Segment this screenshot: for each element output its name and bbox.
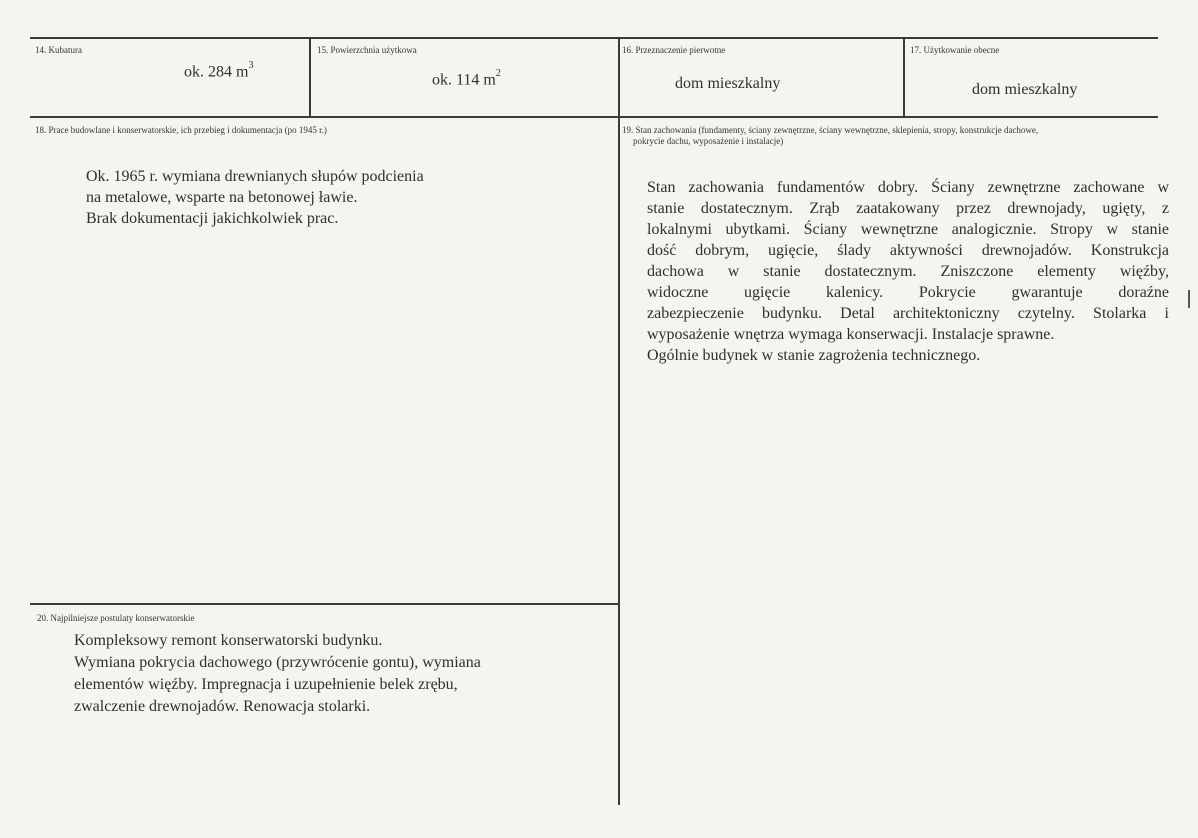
field-19-line: Stan zachowania fundamentów dobry. Ściany zewnętrzne zachowane w	[647, 179, 1169, 196]
field-19-line: dachowa w stanie dostatecznym. Zniszczone elementy więźby,	[647, 263, 1169, 280]
field-16-value: dom mieszkalny	[675, 75, 781, 92]
field-17-value: dom mieszkalny	[972, 81, 1078, 98]
field-20-line: Kompleksowy remont konserwatorski budynku.	[74, 632, 383, 649]
field-20-line: Wymiana pokrycia dachowego (przywrócenie gontu), wymiana	[74, 654, 481, 671]
field-20-line: elementów więźby. Impregnacja i uzupełnienie belek zrębu,	[74, 676, 458, 693]
field-20-text	[74, 630, 481, 718]
field-20-label: 20. Najpilniejsze postulaty konserwatorskie	[37, 613, 195, 623]
field-19-label-line-2: pokrycie dachu, wyposażenie i instalacje)	[633, 136, 784, 146]
field-15-label: 15. Powierzchnia użytkowa	[317, 45, 417, 55]
field-14-label: 14. Kubatura	[35, 45, 82, 55]
field-19-line: stanie dostatecznym. Zrąb zaatakowany przez drewnojady, ugięty, z	[647, 200, 1169, 217]
field-19-line: widoczne ugięcie kalenicy. Pokrycie gwarantuje doraźne	[647, 284, 1169, 301]
field-18-text	[86, 166, 424, 229]
field-19-line: Ogólnie budynek w stanie zagrożenia technicznego.	[647, 347, 981, 364]
field-19-line: zabezpieczenie budynku. Detal architektoniczny czytelny. Stolarka i	[647, 305, 1169, 322]
field-19-line: dość dobrym, ugięcie, ślady aktywności drewnojadów. Konstrukcja	[647, 242, 1169, 259]
field-20-line: zwalczenie drewnojadów. Renowacja stolarki.	[74, 698, 371, 715]
field-19-line: wyposażenie wnętrza wymaga konserwacji. Instalacje sprawne.	[647, 326, 1055, 343]
field-17-label: 17. Użytkowanie obecne	[910, 45, 1000, 55]
col-divider-3	[903, 37, 905, 118]
field-15-value: ok. 114 $m^2$	[432, 68, 501, 89]
field-19-line: lokalnymi ubytkami. Ściany wewnętrzne analogicznie. Stropy w stanie	[647, 221, 1169, 238]
field-19-text	[647, 177, 1169, 366]
field-18-line: na metalowe, wsparte na betonowej ławie.	[86, 189, 358, 206]
right-edge-mark	[1188, 290, 1190, 308]
col-divider-center	[618, 37, 620, 805]
field-19-label	[622, 125, 1038, 147]
field-14-value: ok. 284 $m^3$	[184, 60, 254, 81]
field-16-label: 16. Przeznaczenie pierwotne	[622, 45, 726, 55]
field-18-line: Brak dokumentacji jakichkolwiek prac.	[86, 210, 339, 227]
field-18-line: Ok. 1965 r. wymiana drewnianych słupów podcienia	[86, 168, 424, 185]
field-19-label-line-1: 19. Stan zachowania (fundamenty, ściany zewnętrzne, ściany wewnętrzne, sklepienia, stropy, konstrukcje dachowe,	[622, 125, 1039, 135]
section-divider	[30, 603, 620, 605]
top-border	[30, 37, 1158, 39]
col-divider-1	[309, 37, 311, 118]
field-14-unit-exponent: 3	[248, 60, 254, 71]
field-15-unit-exponent: 2	[495, 68, 501, 79]
row-divider	[30, 116, 1158, 118]
field-18-label: 18. Prace budowlane i konserwatorskie, ich przebieg i dokumentacja (po 1945 r.)	[35, 125, 327, 135]
